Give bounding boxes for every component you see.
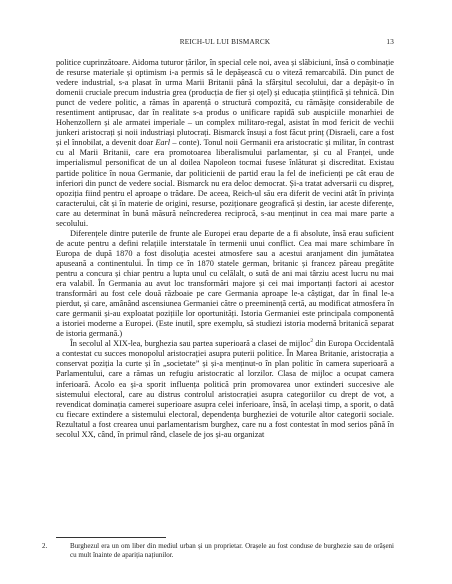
footnote-reference: 2	[310, 338, 314, 345]
paragraph: Diferențele dintre puterile de frunte ale Europei erau departe de a fi absolute, însă erau suficient de acute pentru a defini relațiile interstatale în termenii unui conflict. Cea mai mare schimbare în Europa de după 1870 a fost disoluția acestei atmosfere sau a acestui aranjament din jumătatea apuseană a continentului. În timp ce în 1870 statele german, britanic și francez păreau pregătite pentru a concura și chiar pentru a lupta unul cu celălalt, o sută de ani mai târziu acest lucru nu mai era valabil. În Germania au avut loc transformări majore și cei mai importanți factori ai acestor transformări au fost cele două războaie pe care Germania aproape le-a câștigat, dar în final le-a pierdut, și care, amânând ascensiunea Germaniei către o preeminență certă, au modificat atmosfera în care germanii și-au exploatat pozițiile lor oportunități. Istoria Germaniei este principala componentă a istoriei moderne a Europei. (Este inutil, spre exemplu, să studiezi istoria modernă britanică separat de istoria germană.)	[56, 228, 394, 339]
paragraph	[56, 58, 394, 229]
footnote-number: 2.	[42, 542, 48, 550]
paragraph-text: din Europa Occidentală a contestat cu succes monopolul aristocrației asupra puterii politice. În Marea Britanie, aristocrația a conservat poziția la curte și în „societate” și și-a menținut-o în plan politic în camera superioară a Parlamentului, care a rămas un refugiu aristocratic al lorzilor. Clasa de mijloc a ocupat camera inferioară. Acolo ea și-a sporit influența politică prin promovarea unor extinderi succesive ale sistemului electoral, care au distrus controlul aristocrației asupra categoriilor cu drept de vot, a revendicat dominația camerei superioare asupra celei inferioare, însă, în același timp, a sporit, o dată cu fiecare extindere a sistemului electoral, dependența burgheziei de voturile altor categorii sociale. Rezultatul a fost crearea unui parlamentarism burghez, care nu a fost contestat în mod serios până în secolul XX, când, în primul rând, clasele de jos și-au organizat	[56, 339, 394, 439]
italic-term: Earl	[155, 138, 171, 148]
footnote-text: Burghezul era un om liber din mediul urban și un proprietar. Orașele au fost conduse de burghezie sau de orășeni cu mult înainte de apariția națiunilor.	[70, 542, 394, 559]
body-text	[56, 58, 394, 440]
page-number: 13	[386, 38, 394, 46]
running-header	[56, 38, 394, 50]
running-title: REICH-UL LUI BISMARCK	[179, 38, 271, 46]
paragraph-text: – conte). Tonul noii Germanii era aristocratic și militar, în contrast cu al Marii Britanii, care era promotoarea liberalismului parlamentar, și cu al Franței, unde imperialismul personificat de un al doilea Napoleon tocmai fusese înlăturat și discreditat. Existau partide politice în noua Germanie, dar politicienii de partid erau la fel de ineficienți pe cât erau de inferiori din punct de vedere social. Bismarck nu era deloc democrat. Și-a tratat adversarii cu dispreț, opoziția fiind pentru el aproape o trădare. De aceea, Reich-ul său era diferit de vecini atât în privința caracterului, cât și în materie de origini, resurse, poziționare geografică și destin, iar aceste diferențe, care au determinat în bună măsură neîncrederea reciprocă, s-au menținut in cea mai mare parte a secolului.	[56, 138, 394, 228]
footnote-divider	[56, 537, 166, 538]
footnote	[42, 542, 394, 560]
paragraph-text: politice cuprinzătoare. Aidoma tuturor țărilor, în special cele noi, avea și slăbiciuni, însă o combinație de resurse materiale și optimism i-a permis să le depășească cu o viteză remarcabilă. Din punct de vedere industrial, s-a plasat în urma Marii Britanii până la sfârșitul secolului, dar a depășit-o în domenii cruciale precum industria grea (producția de fier și oțel) și educația științifică și tehnică. Din punct de vedere politic, a rămas în aparență o structură compozită, cu rămășițe considerabile de resentiment antiprusac, dar în realitate s-a produs o unificare rapidă sub auspiciile monarhiei de Hohenzollern și ale armatei imperiale – un complex militaro-regal, asistat în mod fericit de vechii junkeri aristocrați și noii industriași plutocrați. Bismarck însuși a fost făcut prinț (Disraeli, care a fost și el înnobilat, a devenit doar	[56, 58, 394, 148]
paragraph-text: În secolul al XIX-lea, burghezia sau partea superioară a clasei de mijloc	[70, 339, 311, 349]
paragraph	[56, 339, 394, 439]
footnote-body	[42, 542, 394, 560]
